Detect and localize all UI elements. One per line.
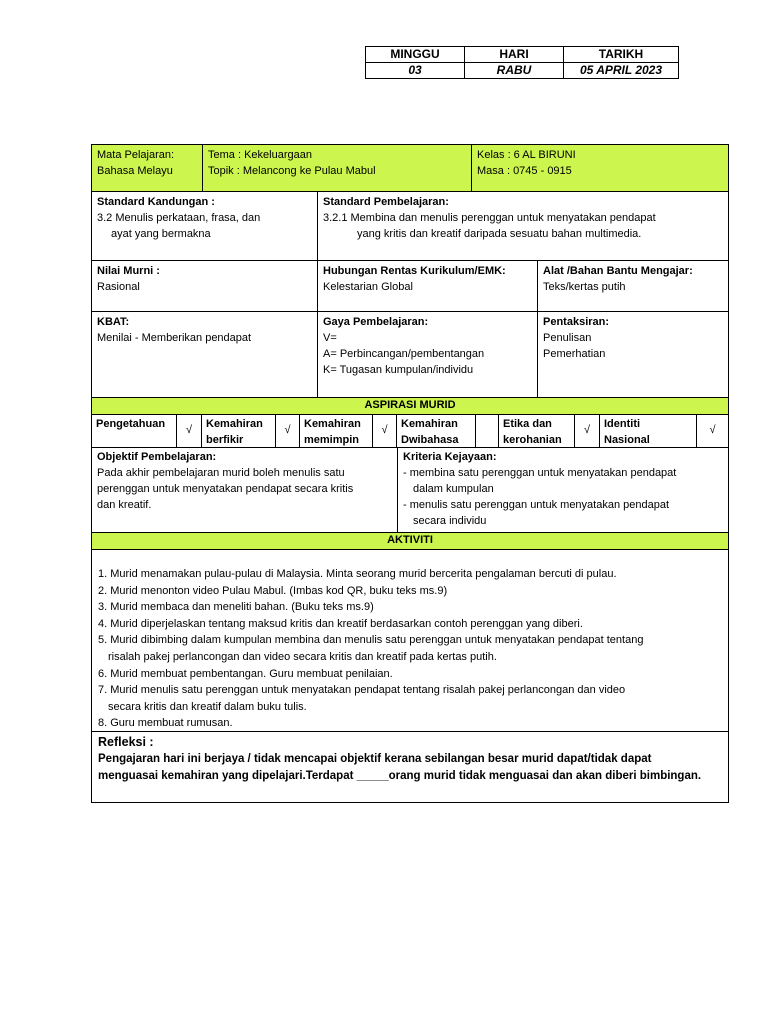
kbat-cell bbox=[91, 311, 318, 398]
aspirasi-label-text: Nasional bbox=[604, 434, 650, 446]
kelas-cell bbox=[471, 144, 729, 192]
aktiviti-step: secara kritis dan kreatif dalam buku tulis. bbox=[108, 700, 307, 713]
mata-pelajaran-value: Bahasa Melayu bbox=[97, 165, 173, 177]
mata-pelajaran-cell bbox=[91, 144, 203, 192]
objektif-line: Pada akhir pembelajaran murid boleh menulis satu bbox=[97, 467, 345, 479]
tema-cell bbox=[202, 144, 472, 192]
aspirasi-label-etika bbox=[498, 414, 575, 448]
aspirasi-label-text: kerohanian bbox=[503, 434, 562, 446]
aktiviti-step: 1. Murid menamakan pulau-pulau di Malaysia. Minta seorang murid bercerita pengalaman bercuti di pulau. bbox=[98, 568, 617, 580]
aktiviti-step: 2. Murid menonton video Pulau Mabul. (Imbas kod QR, buku teks ms.9) bbox=[98, 584, 448, 597]
aktiviti-step: 7. Murid menulis satu perenggan untuk menyatakan pendapat tentang risalah pakej perlancongan dan video bbox=[98, 684, 626, 697]
aktiviti-step: 3. Murid membaca dan meneliti bahan. (Buku teks ms.9) bbox=[98, 601, 374, 614]
aspirasi-mark: √ bbox=[275, 414, 300, 448]
kbat-value: Menilai - Memberikan pendapat bbox=[97, 332, 252, 344]
aktiviti-body bbox=[91, 549, 729, 732]
kriteria-label: Kriteria Kejayaan: bbox=[403, 451, 497, 463]
standard-kandungan-label: Standard Kandungan : bbox=[97, 196, 215, 208]
refleksi-line: Pengajaran hari ini berjaya / tidak mencapai objektif kerana sebilangan besar murid dapat/tidak dapat bbox=[98, 753, 652, 765]
aspirasi-mark bbox=[475, 414, 499, 448]
standard-pembelajaran-label: Standard Pembelajaran: bbox=[323, 196, 449, 208]
mata-pelajaran-label: Mata Pelajaran: bbox=[97, 149, 175, 161]
aspirasi-label-identiti bbox=[599, 414, 697, 448]
aktiviti-title: AKTIVITI bbox=[91, 532, 729, 550]
kriteria-line: - menulis satu perenggan untuk menyatakan pendapat bbox=[403, 499, 670, 511]
aktiviti-step: 5. Murid dibimbing dalam kumpulan membina dan menulis satu perenggan untuk menyatakan pendapat tentang bbox=[98, 634, 644, 647]
pentaksiran-line: Penulisan bbox=[543, 332, 592, 344]
hari-value: RABU bbox=[464, 62, 564, 79]
kriteria-line: secara individu bbox=[413, 515, 487, 527]
aspirasi-label-text: Pengetahuan bbox=[96, 418, 166, 430]
refleksi-cell bbox=[91, 731, 729, 803]
tema-text: Tema : Kekeluargaan bbox=[208, 149, 312, 161]
aspirasi-label-text: Kemahiran bbox=[401, 418, 458, 430]
aspirasi-mark: √ bbox=[696, 414, 729, 448]
masa-text: Masa : 0745 - 0915 bbox=[477, 165, 572, 177]
topik-text: Topik : Melancong ke Pulau Mabul bbox=[208, 165, 376, 177]
aspirasi-label-berfikir bbox=[201, 414, 276, 448]
aspirasi-label-text: Identiti bbox=[604, 418, 641, 430]
refleksi-title: Refleksi : bbox=[98, 735, 154, 749]
aspirasi-label-text: Dwibahasa bbox=[401, 434, 459, 446]
pentaksiran-line: Pemerhatian bbox=[543, 348, 606, 360]
kbat-label: KBAT: bbox=[97, 316, 130, 328]
standard-pembelajaran-line: yang kritis dan kreatif daripada sesuatu bahan multimedia. bbox=[357, 228, 642, 240]
aktiviti-step: 6. Murid membuat pembentangan. Guru membuat penilaian. bbox=[98, 667, 393, 680]
minggu-value: 03 bbox=[365, 62, 465, 79]
aspirasi-label-text: memimpin bbox=[304, 434, 360, 446]
alat-bahan-label: Alat /Bahan Bantu Mengajar: bbox=[543, 265, 693, 277]
aspirasi-label-pengetahuan bbox=[91, 414, 177, 448]
objektif-cell bbox=[91, 447, 398, 533]
objektif-label: Objektif Pembelajaran: bbox=[97, 451, 217, 463]
pentaksiran-cell bbox=[537, 311, 729, 398]
pentaksiran-label: Pentaksiran: bbox=[543, 316, 610, 328]
hubungan-cell bbox=[317, 260, 538, 312]
aspirasi-label-dwibahasa bbox=[396, 414, 476, 448]
nilai-murni-label: Nilai Murni : bbox=[97, 265, 160, 277]
objektif-line: dan kreatif. bbox=[97, 499, 152, 511]
aktiviti-step: risalah pakej perlancongan dan video secara kritis dan kreatif pada kertas putih. bbox=[108, 650, 497, 663]
kelas-text: Kelas : 6 AL BIRUNI bbox=[477, 149, 576, 161]
aspirasi-mark: √ bbox=[176, 414, 202, 448]
aktiviti-step: 4. Murid diperjelaskan tentang maksud kritis dan kreatif berdasarkan contoh perenggan yang diberi. bbox=[98, 617, 583, 630]
nilai-murni-cell bbox=[91, 260, 318, 312]
standard-kandungan-line: ayat yang bermakna bbox=[111, 228, 211, 240]
gaya-pembelajaran-cell bbox=[317, 311, 538, 398]
gaya-pembelajaran-label: Gaya Pembelajaran: bbox=[323, 316, 429, 328]
aspirasi-mark: √ bbox=[372, 414, 397, 448]
nilai-murni-value: Rasional bbox=[97, 281, 140, 293]
refleksi-line: menguasai kemahiran yang dipelajari.Terdapat _____orang murid tidak menguasai dan akan diberi bimbingan. bbox=[98, 770, 702, 782]
standard-pembelajaran-line: 3.2.1 Membina dan menulis perenggan untuk menyatakan pendapat bbox=[323, 212, 656, 224]
standard-kandungan-cell bbox=[91, 191, 318, 261]
kriteria-cell bbox=[397, 447, 729, 533]
hubungan-label: Hubungan Rentas Kurikulum/EMK: bbox=[323, 265, 506, 277]
alat-bahan-value: Teks/kertas putih bbox=[543, 281, 626, 293]
aktiviti-step: 8. Guru membuat rumusan. bbox=[98, 717, 233, 730]
gaya-pembelajaran-line: K= Tugasan kumpulan/individu bbox=[323, 364, 474, 376]
aspirasi-label-text: Kemahiran bbox=[206, 418, 263, 430]
standard-kandungan-line: 3.2 Menulis perkataan, frasa, dan bbox=[97, 212, 261, 224]
objektif-line: perenggan untuk menyatakan pendapat secara kritis bbox=[97, 483, 354, 495]
aspirasi-label-memimpin bbox=[299, 414, 373, 448]
tarikh-value: 05 APRIL 2023 bbox=[563, 62, 679, 79]
aspirasi-label-text: Etika dan bbox=[503, 418, 552, 430]
minggu-header: MINGGU bbox=[365, 46, 465, 63]
gaya-pembelajaran-line: V= bbox=[323, 332, 337, 344]
hari-header: HARI bbox=[464, 46, 564, 63]
aspirasi-title: ASPIRASI MURID bbox=[91, 397, 729, 415]
hubungan-value: Kelestarian Global bbox=[323, 281, 413, 293]
kriteria-line: - membina satu perenggan untuk menyatakan pendapat bbox=[403, 467, 677, 479]
aspirasi-label-text: Kemahiran bbox=[304, 418, 361, 430]
standard-pembelajaran-cell bbox=[317, 191, 729, 261]
gaya-pembelajaran-line: A= Perbincangan/pembentangan bbox=[323, 348, 485, 360]
kriteria-line: dalam kumpulan bbox=[413, 483, 494, 495]
aspirasi-mark: √ bbox=[574, 414, 600, 448]
tarikh-header: TARIKH bbox=[563, 46, 679, 63]
aspirasi-label-text: berfikir bbox=[206, 434, 244, 446]
alat-bahan-cell bbox=[537, 260, 729, 312]
